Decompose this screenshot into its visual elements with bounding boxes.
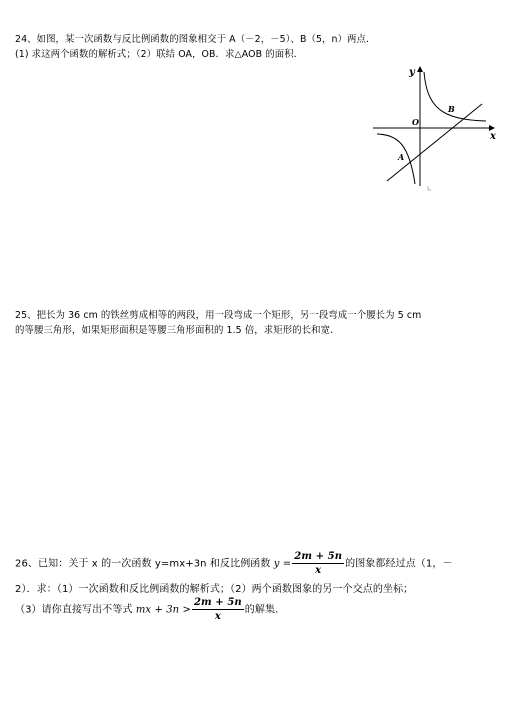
q26-fraction — [292, 550, 344, 577]
hyperbola-branch-lower — [377, 134, 415, 184]
q26-line-1 — [15, 550, 453, 577]
q25-line-2: 的等腰三角形，如果矩形面积是等腰三角形面积的 1.5 倍，求矩形的长和宽. — [15, 325, 334, 336]
q26-line-1-suffix: 的图象都经过点（1，－ — [345, 558, 453, 570]
q26-line-1-prefix: 26、已知：关于 x 的一次函数 y=mx+3n 和反比例函数 — [15, 558, 274, 570]
q24-line-1: 24、如图，某一次函数与反比例函数的图象相交于 A（－2，－5）、B（5，n）两点． — [15, 34, 376, 45]
origin-label: O — [412, 117, 419, 127]
q26-inequality-denominator: x — [214, 611, 221, 622]
q26-y-equals: y = — [273, 558, 292, 570]
q26-fraction-numerator: 2m + 5n — [294, 551, 343, 562]
linear-function-line — [387, 104, 482, 181]
x-axis-label: x — [490, 131, 496, 142]
q26-line-3-suffix: 的解集． — [244, 604, 286, 616]
q26-line-2: 2）．求：（1）一次函数和反比例函数的解析式；（2）两个函数图象的另一个交点的坐标； — [15, 584, 414, 595]
q26-inequality-fraction — [192, 596, 244, 623]
q24-line-2: (1) 求这两个函数的解析式；（2）联结 OA，OB．求△AOB 的面积． — [15, 49, 304, 60]
q26-line-3 — [15, 596, 285, 623]
q26-fraction-denominator: x — [315, 565, 322, 576]
q26-inequality-numerator: 2m + 5n — [193, 597, 242, 608]
q26-line-3-prefix: （3）请你直接写出不等式 — [15, 604, 136, 616]
y-axis-arrow — [417, 66, 423, 72]
q24-function-graph — [365, 62, 500, 192]
point-a-label: A — [398, 152, 405, 162]
point-b-label: B — [448, 104, 455, 114]
paragraph-mark-icon — [428, 186, 431, 190]
q25-line-1: 25、把长为 36 cm 的铁丝剪成相等的两段，用一段弯成一个矩形，另一段弯成一个腰长为 5 cm — [15, 310, 422, 321]
q26-inequality-lhs: mx + 3n > — [135, 604, 191, 616]
hyperbola-branch-upper — [424, 72, 486, 121]
y-axis-label: y — [409, 67, 415, 78]
